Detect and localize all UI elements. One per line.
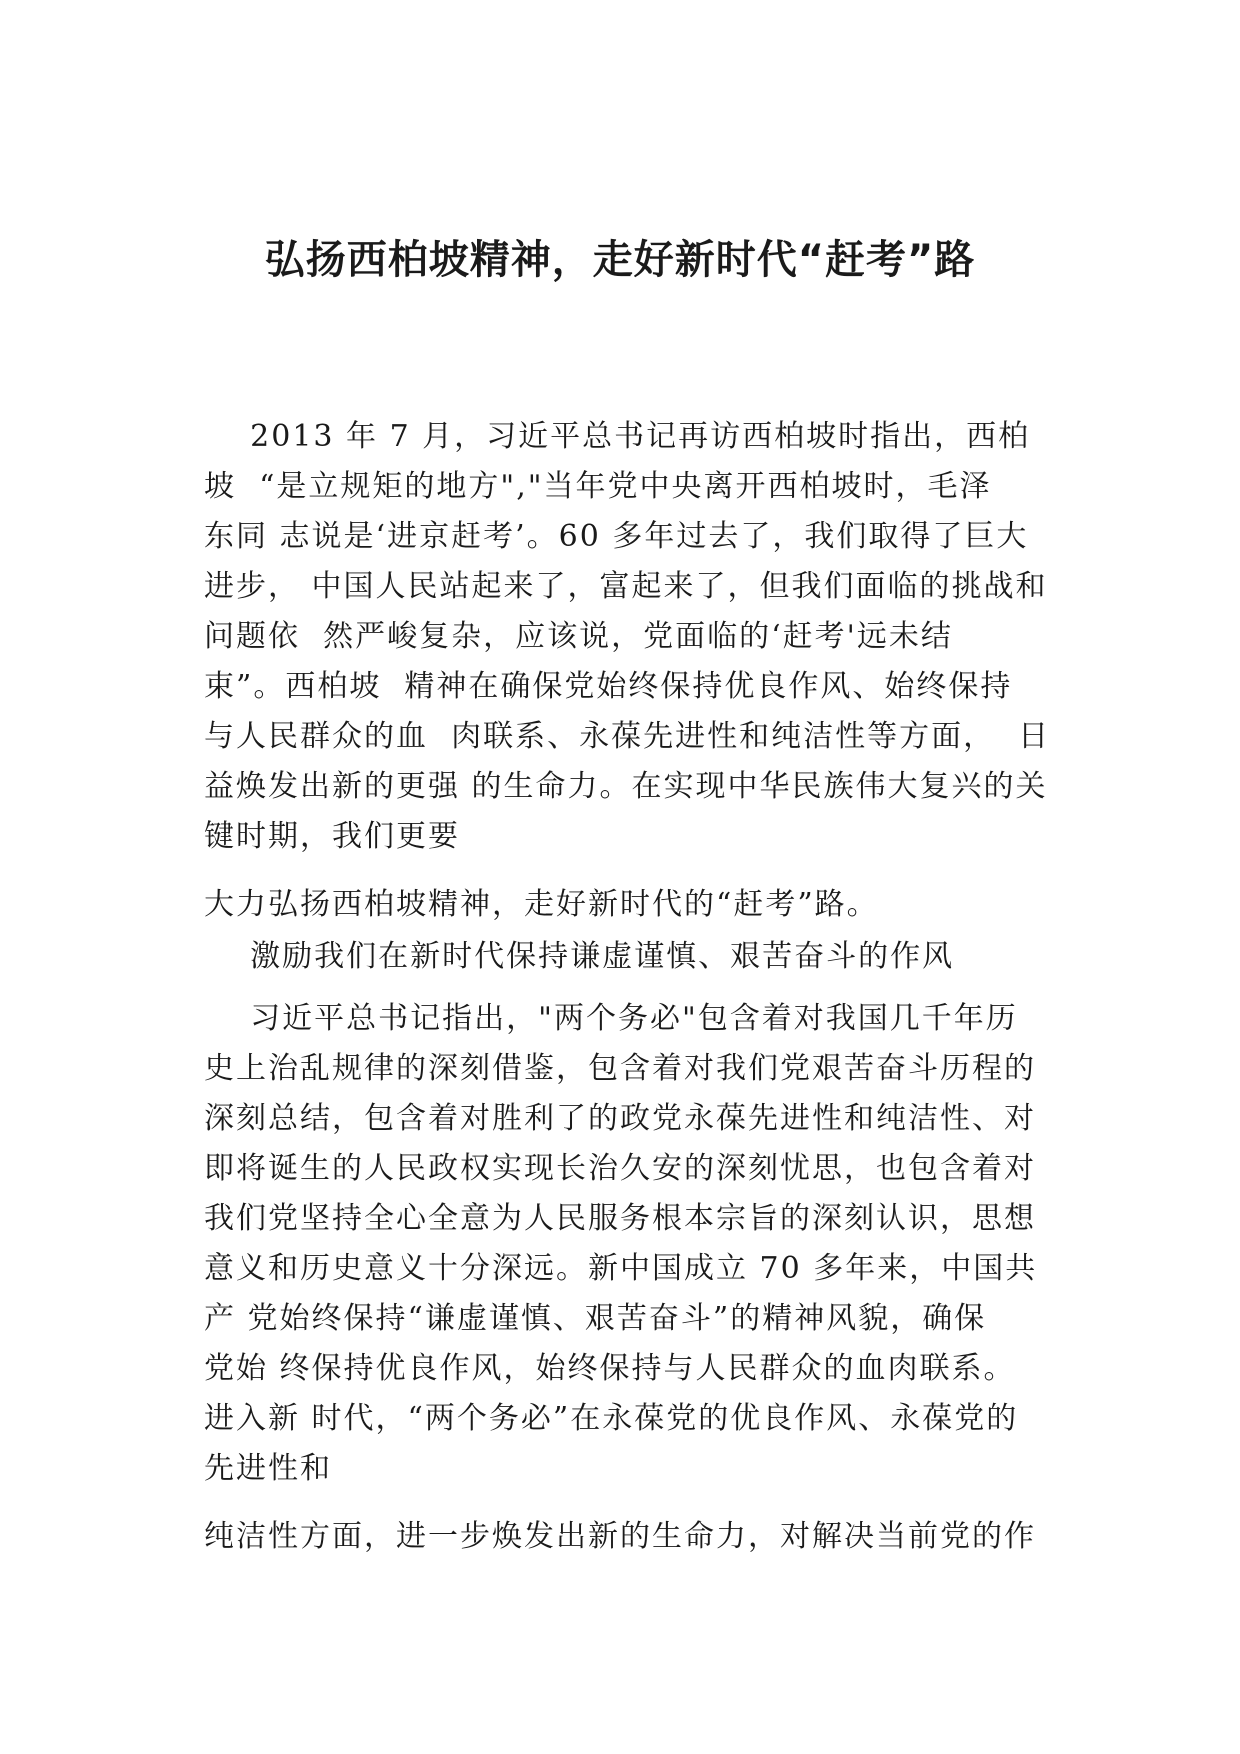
text-line: 习近平总书记指出，"两个务必"包含着对我国几千年历 xyxy=(204,1001,1018,1036)
text-line: 东同 志说是‘进京赶考’。60 多年过去了，我们取得了巨大 xyxy=(204,519,1029,554)
text-line: 我们党坚持全心全意为人民服务根本宗旨的深刻认识，思想 xyxy=(204,1201,1036,1236)
text-line: 大力弘扬西柏坡精神，走好新时代的“赶考”路。 xyxy=(204,887,879,922)
text-line: 意义和历史意义十分深远。新中国成立 70 多年来，中国共 xyxy=(204,1251,1038,1286)
text-line: 产 党始终保持“谦虚谨慎、艰苦奋斗”的精神风貌，确保 xyxy=(204,1301,987,1336)
heading-line: 激励我们在新时代保持谦虚谨慎、艰苦奋斗的作风 xyxy=(204,939,955,974)
text-line: 束”。西柏坡 精神在确保党始终保持优良作风、始终保持 xyxy=(204,669,1013,704)
text-line: 进步， 中国人民站起来了，富起来了，但我们面临的挑战和 xyxy=(204,569,1048,604)
paragraph-call xyxy=(204,880,1084,930)
paragraph-intro xyxy=(204,412,1084,862)
section-heading xyxy=(204,932,1084,982)
text-line: 党始 终保持优良作风，始终保持与人民群众的血肉联系。 xyxy=(204,1351,1016,1386)
text-line: 进入新 时代，“两个务必”在永葆党的优良作风、永葆党的 xyxy=(204,1401,1019,1436)
text-line: 即将诞生的人民政权实现长治久安的深刻忧思，也包含着对 xyxy=(204,1151,1036,1186)
text-line: 键时期，我们更要 xyxy=(204,819,460,854)
paragraph-body xyxy=(204,994,1084,1494)
document-title: 弘扬西柏坡精神，走好新时代“赶考”路 xyxy=(264,237,976,283)
text-line: 益焕发出新的更强 的生命力。在实现中华民族伟大复兴的关 xyxy=(204,769,1048,804)
text-line: 先进性和 xyxy=(204,1451,332,1486)
text-line: 坡 “是立规矩的地方","当年党中央离开西柏坡时，毛泽 xyxy=(204,469,992,504)
text-line: 2013 年 7 月，习近平总书记再访西柏坡时指出，西柏 xyxy=(204,419,1031,454)
text-line: 问题依 然严峻复杂，应该说，党面临的‘赶考'远未结 xyxy=(204,619,953,654)
text-line: 与人民群众的血 肉联系、永葆先进性和纯洁性等方面， 日 xyxy=(204,719,1051,754)
text-line: 纯洁性方面，进一步焕发出新的生命力，对解决当前党的作 xyxy=(204,1519,1036,1554)
text-line: 深刻总结，包含着对胜利了的政党永葆先进性和纯洁性、对 xyxy=(204,1101,1036,1136)
paragraph-continued xyxy=(204,1512,1084,1562)
text-line: 史上治乱规律的深刻借鉴，包含着对我们党艰苦奋斗历程的 xyxy=(204,1051,1036,1086)
